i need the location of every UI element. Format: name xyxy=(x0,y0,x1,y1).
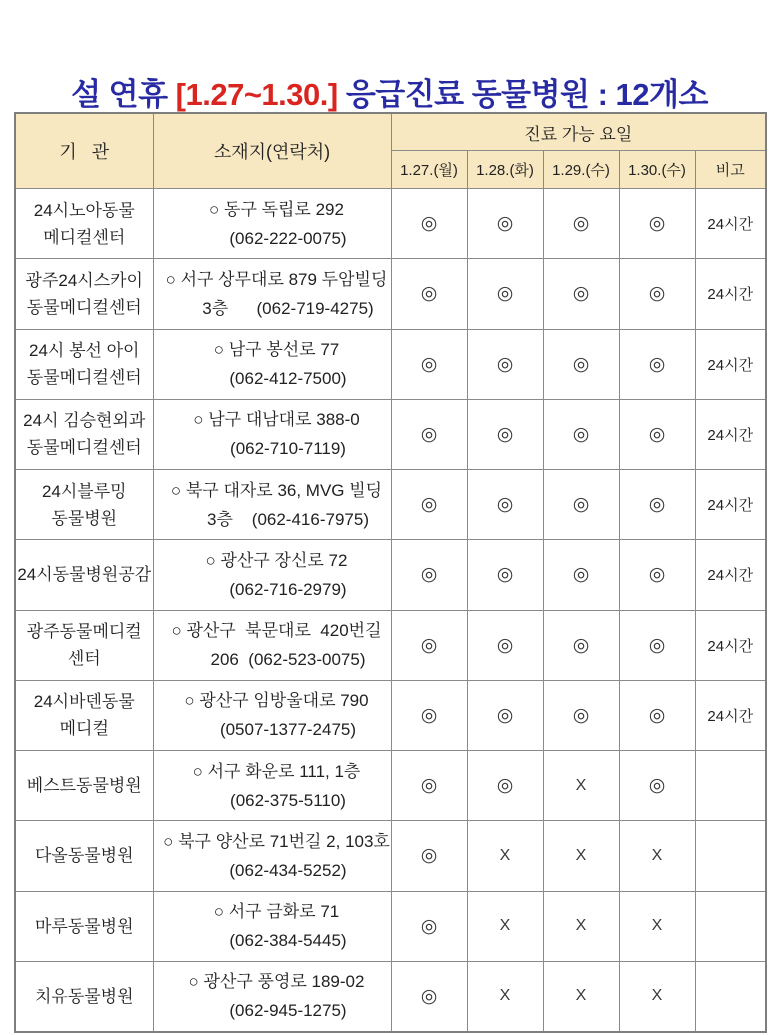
hospital-address-line: ○ 광산구 북문대로 420번길 xyxy=(171,621,382,641)
table-row xyxy=(15,891,766,961)
hospital-address-line: ○ 서구 금화로 71 xyxy=(213,902,340,922)
note-cell: 24시간 xyxy=(695,329,766,399)
header-location: 소재지(연락처) xyxy=(153,113,391,189)
hospital-address xyxy=(153,189,391,259)
hospital-address-line: ○ 서구 화운로 111, 1층 xyxy=(192,761,361,781)
table-row xyxy=(15,610,766,680)
table-row xyxy=(15,961,766,1031)
closed-mark: X xyxy=(543,821,619,891)
table-row xyxy=(15,329,766,399)
hospital-address xyxy=(153,891,391,961)
open-mark: ◎ xyxy=(391,821,467,891)
open-mark: ◎ xyxy=(391,680,467,750)
table-row xyxy=(15,259,766,329)
open-mark: ◎ xyxy=(543,470,619,540)
table-header xyxy=(15,113,766,189)
hospital-address-line: ○ 북구 대자로 36, MVG 빌딩 xyxy=(170,480,383,500)
open-mark: ◎ xyxy=(467,399,543,469)
closed-mark: X xyxy=(619,961,695,1031)
hospital-name xyxy=(15,259,153,329)
header-institution: 기 관 xyxy=(15,113,153,189)
hospital-address-line: ○ 남구 봉선로 77 xyxy=(213,340,340,360)
header-day-3: 1.29.(수) xyxy=(543,151,619,189)
title-suffix: 응급진료 동물병원 : 12개소 xyxy=(337,76,708,112)
note-cell: 24시간 xyxy=(695,259,766,329)
open-mark: ◎ xyxy=(619,470,695,540)
table-row xyxy=(15,189,766,259)
hospital-name xyxy=(15,329,153,399)
header-day-2: 1.28.(화) xyxy=(467,151,543,189)
hospital-address xyxy=(153,961,391,1031)
hospital-name-line: 광주동물메디컬 xyxy=(26,622,142,642)
open-mark: ◎ xyxy=(467,680,543,750)
title-prefix: 설 연휴 xyxy=(71,76,176,112)
hospital-name-line: 동물메디컬센터 xyxy=(26,368,142,388)
hospital-name xyxy=(15,961,153,1031)
note-cell: 24시간 xyxy=(695,540,766,610)
page-title xyxy=(0,69,779,114)
hospital-address xyxy=(153,399,391,469)
open-mark: ◎ xyxy=(391,259,467,329)
note-cell: 24시간 xyxy=(695,680,766,750)
table-row xyxy=(15,399,766,469)
hospital-name-line: 24시노아동물 xyxy=(33,200,135,220)
open-mark: ◎ xyxy=(467,329,543,399)
open-mark: ◎ xyxy=(467,470,543,540)
hospital-name xyxy=(15,189,153,259)
open-mark: ◎ xyxy=(467,610,543,680)
table-row xyxy=(15,680,766,750)
hospital-name-line: 24시블루밍 xyxy=(41,481,127,501)
hospital-address xyxy=(153,470,391,540)
hospital-name xyxy=(15,540,153,610)
hospital-name xyxy=(15,751,153,821)
hospital-name-line: 메디컬센터 xyxy=(43,227,126,247)
title-dates: [1.27~1.30.] xyxy=(175,76,338,112)
open-mark: ◎ xyxy=(391,961,467,1031)
hospital-name-line: 24시동물병원공감 xyxy=(17,565,152,585)
open-mark: ◎ xyxy=(543,680,619,750)
hospital-address-line: ○ 남구 대남대로 388-0 xyxy=(193,410,360,430)
header-day-1: 1.27.(월) xyxy=(391,151,467,189)
hospital-address-line: 3층 (062-719-4275) xyxy=(202,298,374,318)
open-mark: ◎ xyxy=(467,540,543,610)
hospital-address-line: ○ 북구 양산로 71번길 2, 103호 xyxy=(163,831,390,851)
hospital-address-line: (062-945-1275) xyxy=(229,1001,347,1021)
hospital-address-line: 206 (062-523-0075) xyxy=(210,650,366,670)
hospital-address-line: ○ 광산구 풍영로 189-02 xyxy=(188,972,365,992)
note-cell: 24시간 xyxy=(695,470,766,540)
note-cell: 24시간 xyxy=(695,399,766,469)
open-mark: ◎ xyxy=(543,399,619,469)
open-mark: ◎ xyxy=(391,399,467,469)
open-mark: ◎ xyxy=(543,259,619,329)
open-mark: ◎ xyxy=(619,540,695,610)
hospital-name-line: 마루동물병원 xyxy=(34,916,134,936)
open-mark: ◎ xyxy=(467,751,543,821)
hospital-address-line: (0507-1377-2475) xyxy=(219,720,357,740)
closed-mark: X xyxy=(467,821,543,891)
open-mark: ◎ xyxy=(467,259,543,329)
open-mark: ◎ xyxy=(391,189,467,259)
hospital-address-line: (062-716-2979) xyxy=(229,579,347,599)
hospital-address xyxy=(153,259,391,329)
open-mark: ◎ xyxy=(391,470,467,540)
hospital-address-line: ○ 서구 상무대로 879 두암빌딩 xyxy=(165,269,388,289)
open-mark: ◎ xyxy=(543,329,619,399)
table-row xyxy=(15,470,766,540)
note-cell xyxy=(695,751,766,821)
hospital-address-line: ○ 광산구 임방울대로 790 xyxy=(184,691,369,711)
hospital-name-line: 치유동물병원 xyxy=(34,986,134,1006)
hospital-name-line: 메디컬 xyxy=(59,719,109,739)
header-note: 비고 xyxy=(695,151,766,189)
closed-mark: X xyxy=(543,751,619,821)
hospital-name xyxy=(15,399,153,469)
hospital-name-line: 동물병원 xyxy=(51,508,118,528)
hospital-table xyxy=(14,112,767,1033)
hospital-address-line: (062-434-5252) xyxy=(229,860,347,880)
hospital-address-line: (062-375-5110) xyxy=(230,790,346,810)
hospital-name-line: 다올동물병원 xyxy=(34,846,134,866)
hospital-address xyxy=(153,610,391,680)
hospital-name-line: 센터 xyxy=(67,649,101,669)
open-mark: ◎ xyxy=(467,189,543,259)
open-mark: ◎ xyxy=(619,259,695,329)
note-cell xyxy=(695,961,766,1031)
open-mark: ◎ xyxy=(619,610,695,680)
hospital-name-line: 동물메디컬센터 xyxy=(26,297,142,317)
hospital-name xyxy=(15,821,153,891)
closed-mark: X xyxy=(467,891,543,961)
hospital-name-line: 24시바덴동물 xyxy=(33,692,135,712)
hospital-address xyxy=(153,751,391,821)
open-mark: ◎ xyxy=(391,891,467,961)
hospital-name-line: 동물메디컬센터 xyxy=(26,438,142,458)
note-cell: 24시간 xyxy=(695,610,766,680)
closed-mark: X xyxy=(543,891,619,961)
open-mark: ◎ xyxy=(391,540,467,610)
hospital-name xyxy=(15,891,153,961)
open-mark: ◎ xyxy=(543,610,619,680)
hospital-address-line: (062-384-5445) xyxy=(229,931,347,951)
header-days-group: 진료 가능 요일 xyxy=(391,113,766,151)
hospital-address xyxy=(153,329,391,399)
closed-mark: X xyxy=(619,891,695,961)
open-mark: ◎ xyxy=(619,189,695,259)
table-row xyxy=(15,751,766,821)
hospital-address-line: 3층 (062-416-7975) xyxy=(207,509,369,529)
hospital-address-line: ○ 동구 독립로 292 xyxy=(209,199,344,219)
note-cell: 24시간 xyxy=(695,189,766,259)
table-row xyxy=(15,821,766,891)
header-day-4: 1.30.(수) xyxy=(619,151,695,189)
hospital-address-line: (062-222-0075) xyxy=(229,228,347,248)
open-mark: ◎ xyxy=(543,189,619,259)
open-mark: ◎ xyxy=(619,751,695,821)
open-mark: ◎ xyxy=(619,399,695,469)
hospital-name xyxy=(15,610,153,680)
hospital-name-line: 베스트동물병원 xyxy=(26,776,142,796)
table-body xyxy=(15,189,766,1032)
note-cell xyxy=(695,821,766,891)
open-mark: ◎ xyxy=(619,329,695,399)
hospital-name xyxy=(15,470,153,540)
note-cell xyxy=(695,891,766,961)
hospital-address-line: (062-710-7119) xyxy=(230,439,346,459)
open-mark: ◎ xyxy=(619,680,695,750)
closed-mark: X xyxy=(467,961,543,1031)
open-mark: ◎ xyxy=(391,751,467,821)
table-row xyxy=(15,540,766,610)
open-mark: ◎ xyxy=(391,329,467,399)
open-mark: ◎ xyxy=(391,610,467,680)
closed-mark: X xyxy=(619,821,695,891)
hospital-address-line: (062-412-7500) xyxy=(229,369,347,389)
hospital-address xyxy=(153,821,391,891)
hospital-name xyxy=(15,680,153,750)
closed-mark: X xyxy=(543,961,619,1031)
hospital-name-line: 24시 김승현외과 xyxy=(23,411,146,431)
hospital-address-line: ○ 광산구 장신로 72 xyxy=(205,550,348,570)
open-mark: ◎ xyxy=(543,540,619,610)
hospital-address xyxy=(153,540,391,610)
hospital-address xyxy=(153,680,391,750)
hospital-name-line: 24시 봉선 아이 xyxy=(29,341,140,361)
hospital-name-line: 광주24시스카이 xyxy=(25,270,143,290)
